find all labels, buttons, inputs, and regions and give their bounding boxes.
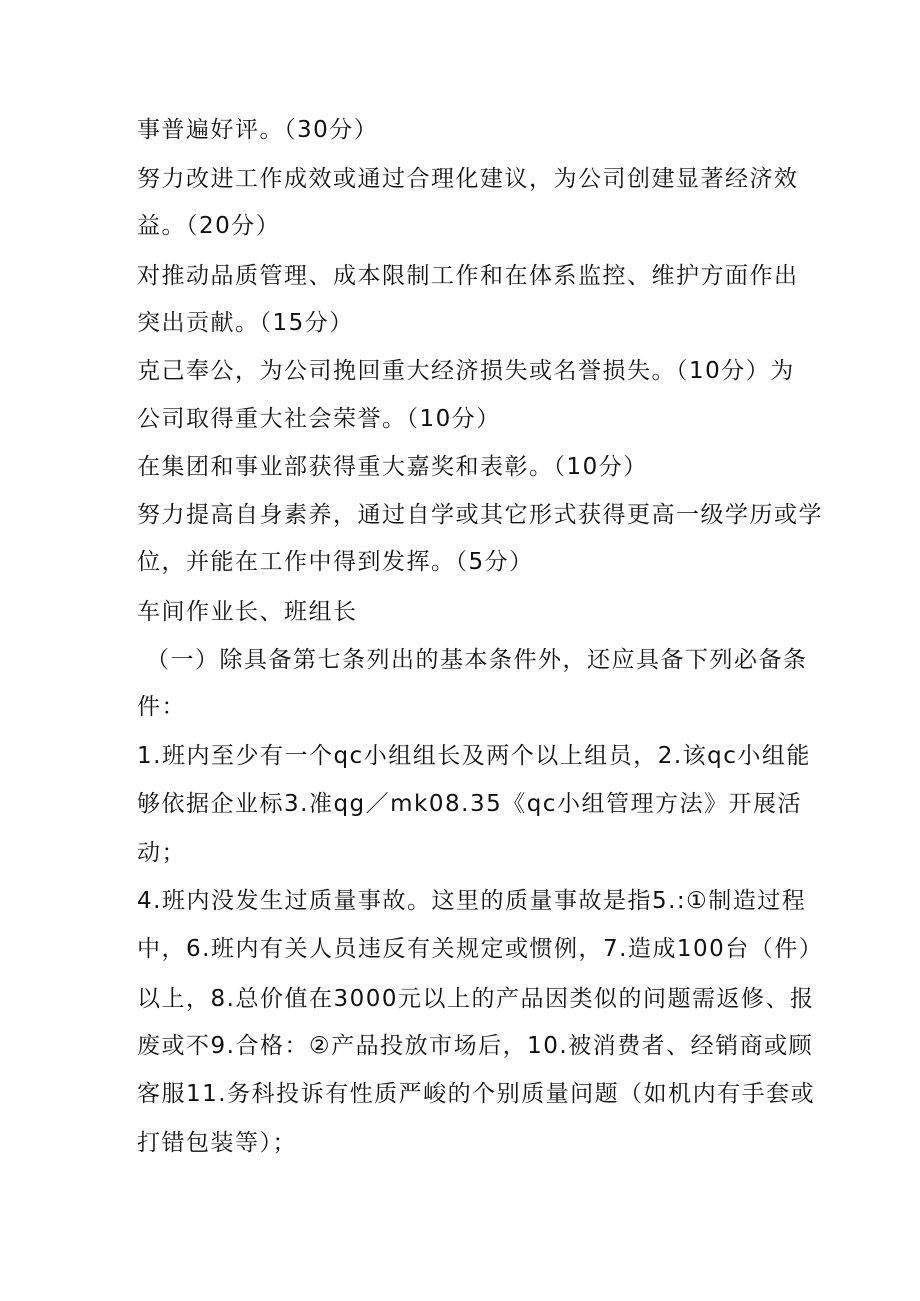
- text-line: 中，6.班内有关人员违反有关规定或惯例，7.造成100台（件）: [137, 936, 824, 962]
- text-line: 客服11.务科投诉有性质严峻的个别质量问题（如机内有手套或: [137, 1081, 816, 1107]
- text-line: 事普遍好评。（30分）: [137, 117, 379, 143]
- text-line: 对推动品质管理、成本限制工作和在体系监控、维护方面作出: [137, 263, 799, 289]
- text-line: 件：: [137, 694, 186, 720]
- text-line: 动；: [137, 840, 186, 866]
- section-heading: 车间作业长、班组长: [137, 599, 358, 625]
- text-line: 在集团和事业部获得重大嘉奖和表彰。（10分）: [137, 454, 648, 480]
- text-line: 突出贡献。（15分）: [137, 310, 354, 336]
- text-line: 克己奉公，为公司挽回重大经济损失或名誉损失。（10分）为: [137, 358, 795, 384]
- text-line: 努力改进工作成效或通过合理化建议，为公司创建显著经济效: [137, 166, 799, 192]
- text-line: 4.班内没发生过质量事故。这里的质量事故是指5.:①制造过程: [137, 888, 807, 914]
- text-line: 1.班内至少有一个qc小组组长及两个以上组员，2.该qc小组能: [137, 743, 811, 769]
- text-line: （一）除具备第七条列出的基本条件外，还应具备下列必备条: [146, 647, 808, 673]
- text-line: 益。（20分）: [137, 213, 281, 239]
- text-line: 努力提高自身素养，通过自学或其它形式获得更高一级学历或学: [137, 502, 823, 528]
- text-line: 位，并能在工作中得到发挥。（5分）: [137, 549, 534, 575]
- text-line: 以上，8.总价值在3000元以上的产品因类似的问题需返修、报: [137, 986, 815, 1012]
- text-line: 够依据企业标3.准qg／mk08.35《qc小组管理方法》开展活: [137, 791, 802, 817]
- text-line: 废或不9.合格：②产品投放市场后，10.被消费者、经销商或顾: [137, 1033, 814, 1059]
- text-line: 打错包装等）；: [137, 1130, 297, 1156]
- text-line: 公司取得重大社会荣誉。（10分）: [137, 406, 501, 432]
